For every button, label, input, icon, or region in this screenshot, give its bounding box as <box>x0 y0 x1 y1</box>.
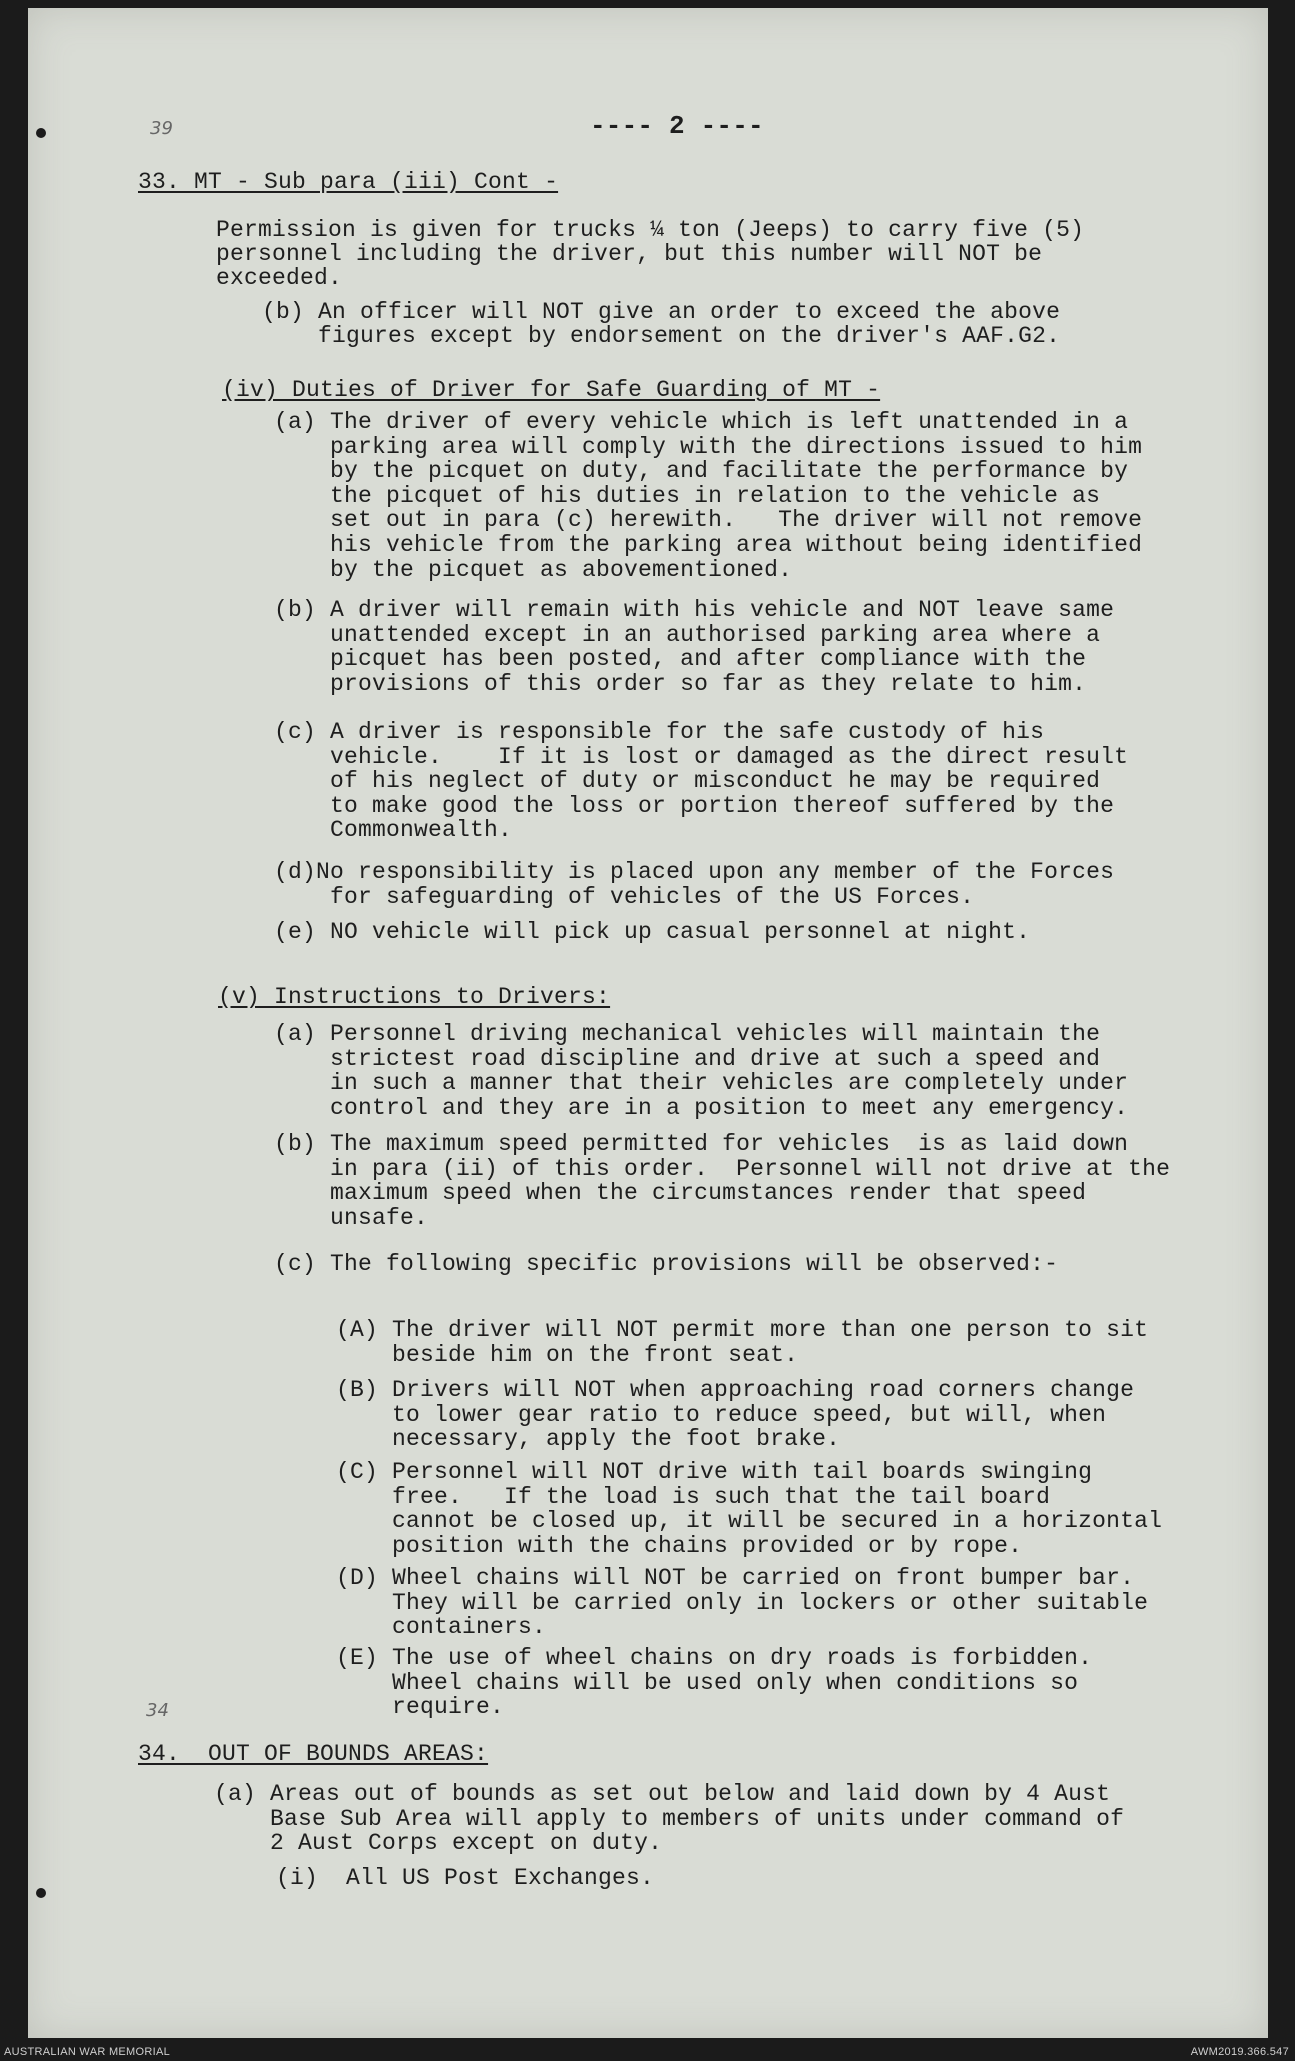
text-line: parking area will comply with the directions issued to him <box>274 433 1143 460</box>
text-line: (a) Personnel driving mechanical vehicles will maintain the <box>274 1021 1101 1047</box>
section-33-heading: 33. MT - Sub para (iii) Cont - <box>138 169 559 195</box>
text-line: by the picquet on duty, and facilitate the performance by <box>274 458 1129 485</box>
text-line: to lower gear ratio to reduce speed, but will, when <box>336 1401 1107 1428</box>
instructions-heading-text: (v) Instructions to Drivers: <box>218 984 611 1010</box>
section-34-item-i: (i) All US Post Exchanges. <box>276 1865 655 1891</box>
text-line: (C) Personnel will NOT drive with tail boards swinging <box>336 1459 1093 1485</box>
page-number: ---- 2 ---- <box>590 111 764 141</box>
text-line: personnel including the driver, but this number will NOT be <box>216 241 1043 267</box>
text-line: containers. <box>336 1614 547 1641</box>
text-line: (D) Wheel chains will NOT be carried on front bumper bar. <box>336 1565 1135 1591</box>
text-line: (a) Areas out of bounds as set out below and laid down by 4 Aust <box>214 1781 1111 1807</box>
text-line: set out in para (c) herewith. The driver will not remove <box>274 507 1143 534</box>
text-line: 2 Aust Corps except on duty. <box>214 1830 663 1857</box>
text-line: Wheel chains will be used only when conditions so <box>336 1669 1079 1696</box>
text-line: Permission is given for trucks ¼ ton (Jeeps) to carry five (5) <box>216 217 1085 243</box>
punch-hole <box>36 1888 46 1898</box>
pencil-mark: 34 <box>146 1700 169 1721</box>
text-line: (c) A driver is responsible for the safe custody of his <box>274 719 1045 745</box>
text-line: (d)No responsibility is placed upon any member of the Forces <box>274 859 1115 885</box>
text-line: Base Sub Area will apply to members of units under command of <box>214 1805 1125 1832</box>
duties-heading-text: (iv) Duties of Driver for Safe Guarding of MT - <box>222 377 881 403</box>
footer-right: AWM2019.366.547 <box>1190 2046 1289 2058</box>
text-line: (c) The following specific provisions will be observed:- <box>274 1251 1059 1277</box>
text-line: in such a manner that their vehicles are completely under <box>274 1070 1129 1097</box>
text-line: in para (ii) of this order. Personnel will not drive at the <box>274 1155 1171 1182</box>
text-line: (b) The maximum speed permitted for vehicles is as laid down <box>274 1131 1129 1157</box>
text-line: of his neglect of duty or misconduct he may be required <box>274 768 1101 795</box>
text-line: (E) The use of wheel chains on dry roads is forbidden. <box>336 1645 1093 1671</box>
text-line: to make good the loss or portion thereof suffered by the <box>274 792 1115 819</box>
text-line: picquet has been posted, and after compliance with the <box>274 646 1087 673</box>
text-line: provisions of this order so far as they relate to him. <box>274 670 1087 697</box>
pencil-mark: 39 <box>150 118 173 139</box>
text-line: figures except by endorsement on the driver's AAF.G2. <box>262 323 1061 349</box>
text-line: control and they are in a position to meet any emergency. <box>274 1094 1129 1121</box>
text-line: (e) NO vehicle will pick up casual personnel at night. <box>274 919 1031 945</box>
text-line: (b) An officer will NOT give an order to exceed the above <box>262 299 1061 325</box>
text-line: necessary, apply the foot brake. <box>336 1426 841 1453</box>
instructions-heading <box>218 985 610 1010</box>
text-line: free. If the load is such that the tail board <box>336 1483 1051 1510</box>
text-line: vehicle. If it is lost or damaged as the direct result <box>274 743 1129 770</box>
duties-heading <box>222 378 880 403</box>
text-line: for safeguarding of vehicles of the US Forces. <box>274 883 975 910</box>
text-line: (A) The driver will NOT permit more than one person to sit <box>336 1317 1149 1343</box>
text-line: position with the chains provided or by rope. <box>336 1532 1023 1559</box>
section-34-heading-text: 34. OUT OF BOUNDS AREAS: <box>138 1741 489 1767</box>
section-34-heading <box>138 1742 488 1767</box>
text-line: Commonwealth. <box>274 817 513 844</box>
text-line: (a) The driver of every vehicle which is left unattended in a <box>274 409 1129 435</box>
text-line: unattended except in an authorised parking area where a <box>274 621 1101 648</box>
text-line: unsafe. <box>274 1204 429 1231</box>
punch-hole <box>36 128 46 138</box>
text-line: his vehicle from the parking area without being identified <box>274 532 1143 558</box>
text-line: the picquet of his duties in relation to the vehicle as <box>274 482 1101 509</box>
text-line: (b) A driver will remain with his vehicle and NOT leave same <box>274 597 1115 623</box>
text-line: require. <box>336 1694 505 1721</box>
text-line: beside him on the front seat. <box>336 1341 799 1368</box>
text-line: by the picquet as abovementioned. <box>274 556 793 583</box>
text-line: strictest road discipline and drive at such a speed and <box>274 1045 1101 1072</box>
text-line: cannot be closed up, it will be secured in a horizontal <box>336 1508 1163 1535</box>
text-line: They will be carried only in lockers or other suitable <box>336 1589 1149 1616</box>
footer-left: AUSTRALIAN WAR MEMORIAL <box>4 2046 171 2058</box>
text-line: (B) Drivers will NOT when approaching road corners change <box>336 1377 1135 1403</box>
text-line: maximum speed when the circumstances render that speed <box>274 1180 1087 1207</box>
text-line: exceeded. <box>216 265 343 291</box>
